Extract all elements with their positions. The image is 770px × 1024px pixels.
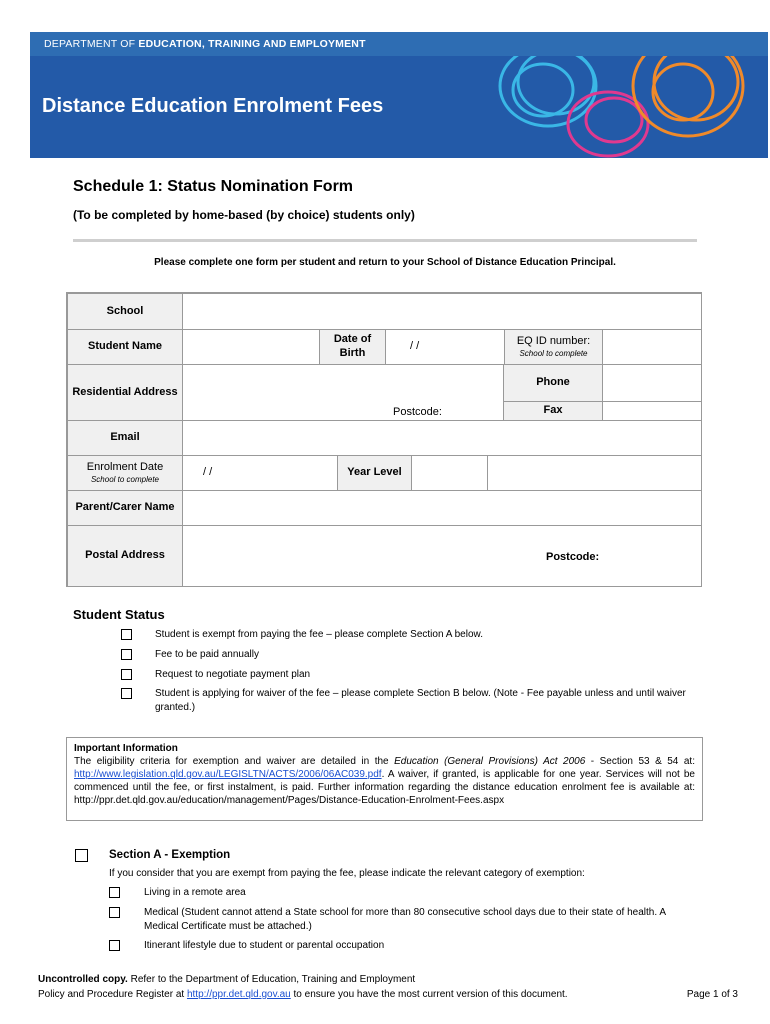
footer: Uncontrolled copy. Refer to the Department of Education, Training and Employment Policy and Procedure Register at http://ppr.det.qld.gov.au to ensure you have the most current version of this document. Page 1 of 3 <box>38 974 738 1000</box>
ppr-link[interactable]: http://ppr.det.qld.gov.au <box>186 989 291 1000</box>
important-information-text: The eligibility criteria for exemption and waiver are detailed in the Education (General Provisions) Act 2006 - Section 53 & 54 at: http://www.legislation.qld.gov.au/LEGISLTN/ACTS/2006/06AC039.pdf. A waiver, if granted, is applicable for one year. Services will not be commenced until the fee, or first instalment, is paid. Further information regarding the distance education enrolment fee is available at: http://ppr.det.qld.gov.au/education/management/Pages/Distance-Education-Enrolment-Fees.aspx <box>74 756 695 806</box>
label-postal-address: Postal Address <box>67 525 183 587</box>
fax-field[interactable] <box>602 401 702 421</box>
exemption-option-remote: Living in a remote area <box>144 887 246 898</box>
exemption-option-medical: Medical (Student cannot attend a State school for more than 80 consecutive school days due to their state of health. A Medical Certificate must be attached.) <box>144 907 666 932</box>
enrolment-date-field[interactable] <box>182 455 338 491</box>
postal-address-field[interactable] <box>182 525 540 587</box>
eq-id-field[interactable] <box>602 329 702 365</box>
postal-postcode-field[interactable] <box>539 525 702 587</box>
exemption-itinerant-checkbox[interactable] <box>109 940 120 951</box>
label-email: Email <box>67 420 183 456</box>
student-name-field[interactable] <box>182 329 320 365</box>
date-of-birth-field[interactable] <box>385 329 505 365</box>
document-title: Distance Education Enrolment Fees <box>42 95 384 117</box>
important-information-title: Important Information <box>74 743 178 754</box>
form-subtitle: (To be completed by home-based (by choice) students only) <box>73 208 415 222</box>
email-field[interactable] <box>182 420 702 456</box>
label-fax: Fax <box>503 401 603 421</box>
residential-address-field[interactable] <box>182 364 504 421</box>
important-information-box <box>66 737 703 821</box>
label-enrolment-date: Enrolment Date School to complete <box>67 455 183 491</box>
label-residential-address: Residential Address <box>67 364 183 421</box>
status-waiver-checkbox[interactable] <box>121 688 132 699</box>
department-name: DEPARTMENT OF EDUCATION, TRAINING AND EMPLOYMENT <box>44 38 366 50</box>
section-a-title: Section A - Exemption <box>109 849 231 861</box>
year-level-field[interactable] <box>411 455 488 491</box>
title-banner <box>30 56 768 158</box>
blank-cell <box>487 455 702 491</box>
divider <box>73 239 697 242</box>
label-eq-id: EQ ID number: School to complete <box>504 329 603 365</box>
phone-field[interactable] <box>602 364 702 402</box>
section-a-intro: If you consider that you are exempt from paying the fee, please indicate the relevant category of exemption: <box>109 868 585 879</box>
label-student-name: Student Name <box>67 329 183 365</box>
label-phone: Phone <box>503 364 603 402</box>
status-option-annual: Fee to be paid annually <box>155 649 259 660</box>
dob-separators: / / <box>410 340 420 352</box>
status-option-waiver: Student is applying for waiver of the fee – please complete Section B below. (Note - Fee payable unless and until waiver granted.) <box>155 688 686 713</box>
legislation-link[interactable]: http://www.legislation.qld.gov.au/LEGISLTN/ACTS/2006/06AC039.pdf <box>74 769 382 780</box>
student-details-form <box>66 292 702 587</box>
page-number: Page 1 of 3 <box>686 989 738 1000</box>
status-option-payment-plan: Request to negotiate payment plan <box>155 669 311 680</box>
enrolment-date-separators: / / <box>203 466 213 478</box>
label-date-of-birth: Date of Birth <box>319 329 386 365</box>
status-option-exempt: Student is exempt from paying the fee – please complete Section A below. <box>155 629 483 640</box>
status-payment-plan-checkbox[interactable] <box>121 669 132 680</box>
school-field[interactable] <box>182 293 702 330</box>
exemption-remote-checkbox[interactable] <box>109 887 120 898</box>
status-annual-checkbox[interactable] <box>121 649 132 660</box>
parent-carer-name-field[interactable] <box>182 490 702 526</box>
exemption-medical-checkbox[interactable] <box>109 907 120 918</box>
label-parent-carer-name: Parent/Carer Name <box>67 490 183 526</box>
student-status-title: Student Status <box>73 607 165 622</box>
label-school: School <box>67 293 183 330</box>
instruction-text: Please complete one form per student and return to your School of Distance Education Principal. <box>154 257 616 268</box>
form-title: Schedule 1: Status Nomination Form <box>73 178 354 195</box>
department-bar <box>30 32 768 56</box>
label-year-level: Year Level <box>337 455 412 491</box>
status-exempt-checkbox[interactable] <box>121 629 132 640</box>
postcode-label: Postcode: <box>393 406 442 418</box>
postal-postcode-label: Postcode: <box>546 551 600 563</box>
exemption-option-itinerant: Itinerant lifestyle due to student or parental occupation <box>144 940 385 951</box>
decorative-scribble-graphic <box>438 56 768 158</box>
section-a-checkbox[interactable] <box>75 849 88 862</box>
